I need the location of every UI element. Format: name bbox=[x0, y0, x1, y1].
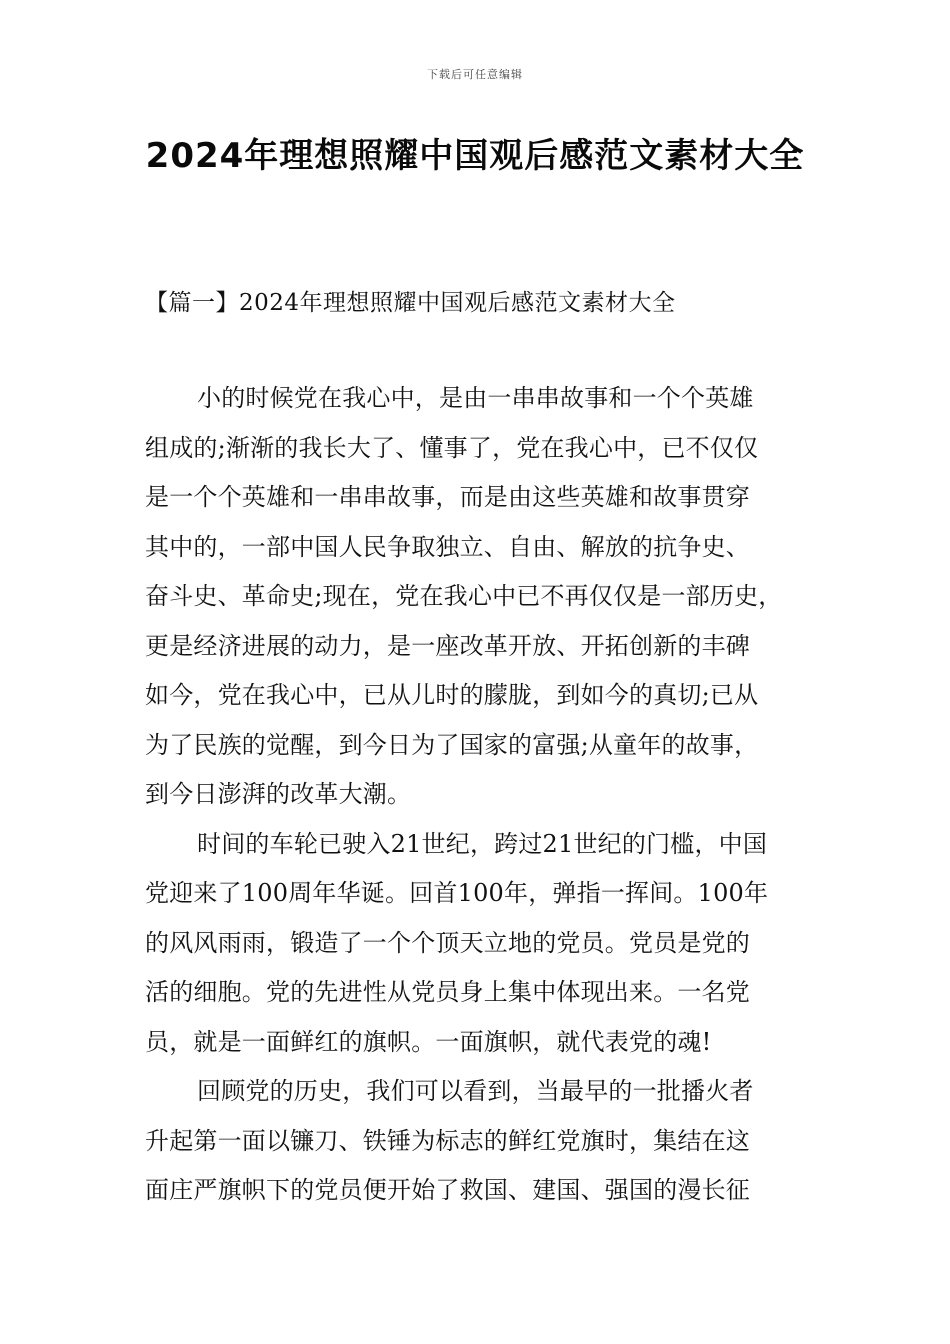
paragraph-line: 更是经济进展的动力，是一座改革开放、开拓创新的丰碑 bbox=[145, 631, 750, 660]
paragraph-line: 活的细胞。党的先进性从党员身上集中体现出来。一名党 bbox=[145, 978, 750, 1006]
paragraph-line: 奋斗史、革命史;现在，党在我心中已不再仅仅是一部历史， bbox=[145, 582, 783, 610]
paragraph-line: 到今日澎湃的改革大潮。 bbox=[145, 780, 412, 808]
paragraph-line: 党迎来了100周年华诞。回首100年，弹指一挥间。100年 bbox=[145, 879, 769, 907]
paragraph-line: 面庄严旗帜下的党员便开始了救国、建国、强国的漫长征 bbox=[145, 1176, 750, 1204]
paragraph-line: 是一个个英雄和一串串故事，而是由这些英雄和故事贯穿 bbox=[145, 483, 750, 511]
paragraph-line: 回顾党的历史，我们可以看到，当最早的一批播火者 bbox=[197, 1077, 754, 1105]
paragraph-line: 升起第一面以镰刀、铁锤为标志的鲜红党旗时，集结在这 bbox=[145, 1126, 750, 1155]
paragraph-2 bbox=[145, 820, 825, 1068]
paragraph-line: 的风风雨雨，锻造了一个个顶天立地的党员。党员是党的 bbox=[145, 928, 750, 957]
body-text bbox=[145, 374, 825, 1216]
paragraph-3 bbox=[145, 1067, 825, 1216]
paragraph-line: 小的时候党在我心中，是由一串串故事和一个个英雄 bbox=[197, 384, 754, 412]
paragraph-line: 员，就是一面鲜红的旗帜。一面旗帜，就代表党的魂! bbox=[145, 1027, 712, 1056]
paragraph-line: 其中的，一部中国人民争取独立、自由、解放的抗争史、 bbox=[145, 532, 750, 561]
paragraph-line: 组成的;渐渐的我长大了、懂事了，党在我心中，已不仅仅 bbox=[145, 433, 759, 462]
paragraph-line: 时间的车轮已驶入21世纪，跨过21世纪的门槛，中国 bbox=[197, 829, 768, 858]
header-note: 下载后可任意编辑 bbox=[427, 68, 523, 81]
paragraph-1 bbox=[145, 374, 825, 820]
document-title: 2024年理想照耀中国观后感范文素材大全 bbox=[145, 136, 805, 176]
paragraph-line: 为了民族的觉醒，到今日为了国家的富强;从童年的故事， bbox=[145, 730, 759, 759]
section-heading: 【篇一】2024年理想照耀中国观后感范文素材大全 bbox=[145, 290, 676, 316]
paragraph-line: 如今，党在我心中，已从儿时的朦胧，到如今的真切;已从 bbox=[145, 681, 759, 709]
